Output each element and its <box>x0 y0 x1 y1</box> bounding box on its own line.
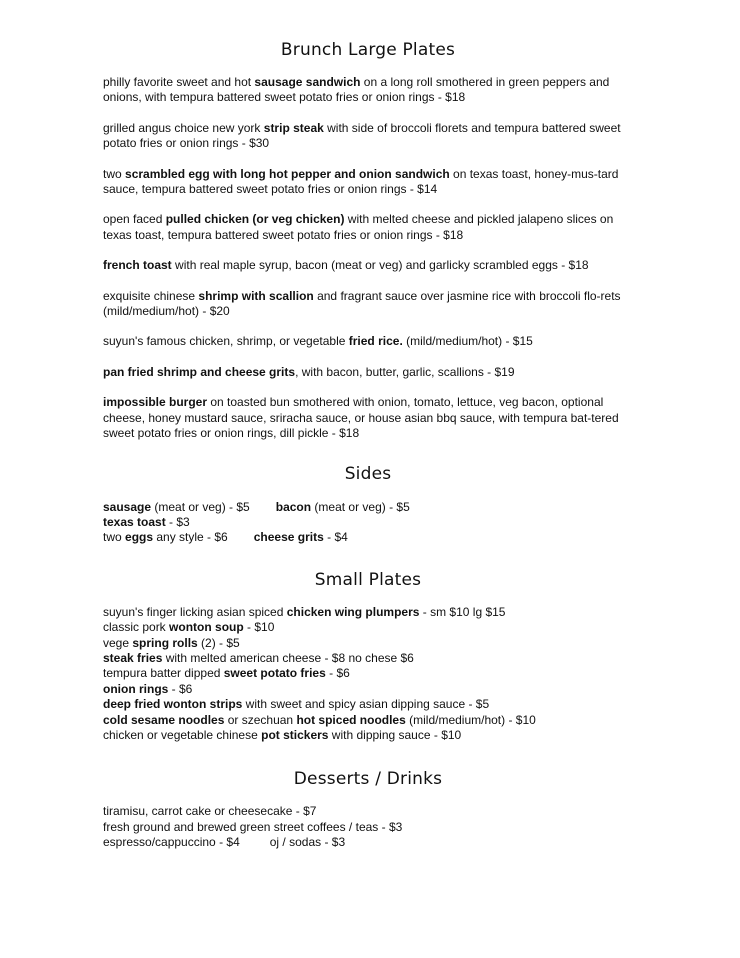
menu-item-desc: (mild/medium/hot) - $10 <box>405 712 536 727</box>
brunch-item <box>103 212 633 243</box>
oj-item: oj / sodas - $3 <box>269 835 346 850</box>
menu-item-name: scrambled egg with long hot pepper and onion sandwich <box>125 166 450 181</box>
menu-item-name: texas toast <box>103 514 166 529</box>
menu-item-desc: exquisite chinese <box>103 288 199 303</box>
menu-item-name: wonton soup <box>169 620 244 635</box>
menu-item-name: bacon <box>275 499 312 514</box>
menu-item-name: cheese grits <box>253 530 324 545</box>
menu-item-name: eggs <box>125 530 154 545</box>
menu-item-name: pan fried shrimp and cheese grits <box>103 364 296 379</box>
small-plate-line <box>103 620 633 635</box>
menu-item-desc: classic pork <box>103 620 170 635</box>
menu-item-desc: suyun's finger licking asian spiced <box>103 604 287 619</box>
menu-item-name: impossible burger <box>103 395 208 410</box>
sides-list <box>103 500 633 546</box>
menu-item-desc: on texas toast, honey-mus-tard sauce, tempura battered sweet potato fries or onion rings - $14 <box>103 166 619 197</box>
dessert-line: tiramisu, carrot cake or cheesecake - $7 <box>103 804 317 819</box>
menu-content <box>103 40 633 851</box>
small-plate-line <box>103 651 633 666</box>
menu-item-name: sweet potato fries <box>223 666 326 681</box>
drink-line: fresh ground and brewed green street coffees / teas - $3 <box>103 819 403 834</box>
menu-item-desc: suyun's famous chicken, shrimp, or vegetable <box>103 334 349 349</box>
menu-item-desc: - $6 <box>168 681 193 696</box>
menu-item-desc: open faced <box>103 212 166 227</box>
espresso-item: espresso/cappuccino - $4 <box>103 835 240 850</box>
sides-line <box>103 500 633 515</box>
small-plate-line <box>103 682 633 697</box>
menu-item-desc: with melted american cheese - $8 no chese $6 <box>162 650 414 665</box>
menu-item-name: sausage sandwich <box>254 75 361 89</box>
menu-item-desc: grilled angus choice new york <box>103 120 264 135</box>
menu-item-desc: chicken or vegetable chinese <box>103 727 262 742</box>
menu-item-desc: - $6 <box>325 666 350 681</box>
drink-line <box>103 835 633 850</box>
menu-item-desc: with real maple syrup, bacon (meat or veg) and garlicky scrambled eggs - $18 <box>171 258 589 273</box>
sides-title: Sides <box>344 463 392 484</box>
menu-item-name: french toast <box>103 258 172 273</box>
brunch-item <box>103 334 633 349</box>
brunch-item <box>103 258 633 273</box>
menu-item-desc: on toasted bun smothered with onion, tomato, lettuce, veg bacon, optional cheese, honey mustard sauce, sriracha sauce, or house asian bbq sauce, with tempura bat-tered sweet potato fries or onion rings, dill pickle - $18 <box>103 395 619 441</box>
menu-item-name: deep fried wonton strips <box>103 697 243 712</box>
menu-item-desc: any style - $6 <box>153 530 228 545</box>
menu-item-desc: , with bacon, butter, garlic, scallions - $19 <box>295 364 515 379</box>
menu-item-name: shrimp with scallion <box>198 288 314 303</box>
brunch-item <box>103 167 633 198</box>
menu-item-desc: two <box>103 530 126 545</box>
menu-item-desc: (mild/medium/hot) - $15 <box>402 334 533 349</box>
small-plate-line <box>103 636 633 651</box>
menu-item-name: hot spiced noodles <box>296 712 406 727</box>
menu-item-desc: with melted cheese and pickled jalapeno slices on texas toast, tempura battered sweet potato fries or onion rings - $18 <box>103 212 614 242</box>
menu-item-name: cold sesame noodles <box>103 712 225 727</box>
menu-item-desc: with sweet and spicy asian dipping sauce - $5 <box>242 697 490 712</box>
menu-item-name: fried rice. <box>348 334 403 349</box>
small-plate-line <box>103 697 633 712</box>
brunch-item <box>103 121 633 152</box>
sides-line <box>103 515 633 530</box>
menu-item-name: spring rolls <box>132 635 198 650</box>
sides-line <box>103 530 633 545</box>
menu-item-desc: on a long roll smothered in green peppers and onions, with tempura battered sweet potato fries or onion rings - $18 <box>103 75 610 105</box>
small-plates-list <box>103 605 633 744</box>
menu-item-desc: or szechuan <box>224 712 297 727</box>
menu-item-name: strip steak <box>263 120 324 135</box>
desserts-title: Desserts / Drinks <box>293 769 443 790</box>
menu-item-desc: philly favorite sweet and hot <box>103 75 255 89</box>
menu-item-desc: - $10 <box>243 620 275 635</box>
menu-item-name: sausage <box>103 499 152 514</box>
menu-item-name: pot stickers <box>261 727 329 742</box>
menu-item-desc: tempura batter dipped <box>103 666 224 681</box>
small-plate-line <box>103 605 633 620</box>
brunch-item <box>103 365 633 380</box>
brunch-title: Brunch Large Plates <box>280 40 456 60</box>
desserts-list <box>103 804 633 850</box>
menu-item-desc: with dipping sauce - $10 <box>328 727 462 742</box>
menu-item-desc: with side of broccoli florets and tempura battered sweet potato fries or onion rings - $30 <box>103 120 621 151</box>
menu-item-desc: and fragrant sauce over jasmine rice with broccoli flo-rets (mild/medium/hot) - $20 <box>103 288 621 319</box>
small-plates-title: Small Plates <box>314 569 422 590</box>
menu-item-name: onion rings <box>103 681 169 696</box>
brunch-list <box>103 75 633 442</box>
brunch-item <box>103 395 633 441</box>
small-plate-line <box>103 666 633 681</box>
menu-item-desc: vege <box>103 635 133 650</box>
menu-item-name: pulled chicken (or veg chicken) <box>165 212 345 227</box>
small-plates-items <box>103 605 633 713</box>
menu-item-desc: (2) - $5 <box>197 635 240 650</box>
menu-item-desc: - $3 <box>165 514 190 529</box>
menu-item-desc: (meat or veg) - $5 <box>151 499 250 514</box>
small-plate-line <box>103 728 633 743</box>
menu-item-desc: (meat or veg) - $5 <box>311 499 410 514</box>
menu-item-desc: - sm $10 lg $15 <box>419 604 506 619</box>
menu-item-desc: - $4 <box>323 530 348 545</box>
menu-item-name: steak fries <box>103 650 163 665</box>
brunch-item <box>103 289 633 320</box>
brunch-item <box>103 75 633 106</box>
small-plate-line <box>103 713 633 728</box>
menu-item-desc: two <box>103 166 126 181</box>
menu-item-name: chicken wing plumpers <box>286 604 420 619</box>
